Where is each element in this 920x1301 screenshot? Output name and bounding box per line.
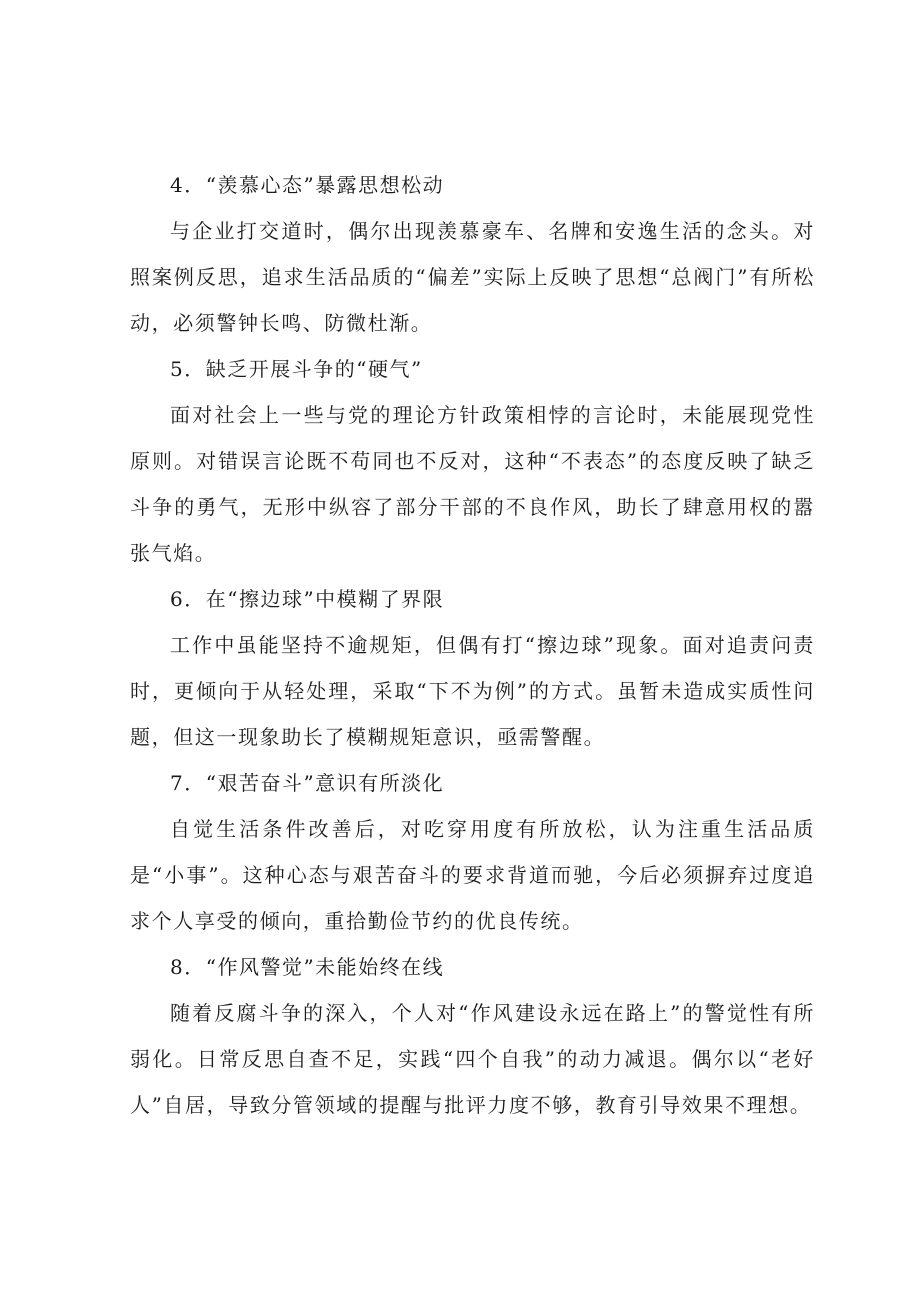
section-heading-8: 8．“作风警觉”未能始终在线	[170, 955, 445, 979]
section-body-7: 自觉生活条件改善后，对吃穿用度有所放松，认为注重生活品质是“小事”。这种心态与艰苦奋斗的要求背道而驰，今后必须摒弃过度追求个人享受的倾向，重拾勤俭节约的优良传统。	[130, 817, 815, 933]
section-body-5: 面对社会上一些与党的理论方针政策相悖的言论时，未能展现党性原则。对错误言论既不苟同也不反对，这种“不表态”的态度反映了缺乏斗争的勇气，无形中纵容了部分干部的不良作风，助长了肆意用权的嚣张气焰。	[130, 403, 815, 565]
section-heading-4: 4．“羡慕心态”暴露思想松动	[170, 173, 445, 197]
section-body-8: 随着反腐斗争的深入，个人对“作风建设永远在路上”的警觉性有所弱化。日常反思自查不足，实践“四个自我”的动力减退。偶尔以“老好人”自居，导致分管领域的提醒与批评力度不够，教育引导效果不理想。	[130, 1001, 815, 1117]
document-content	[130, 162, 815, 1128]
section-heading-7: 7．“艰苦奋斗”意识有所淡化	[170, 771, 445, 795]
section-body-6: 工作中虽能坚持不逾规矩，但偶有打“擦边球”现象。面对追责问责时，更倾向于从轻处理，采取“下不为例”的方式。虽暂未造成实质性问题，但这一现象助长了模糊规矩意识，亟需警醒。	[130, 633, 815, 749]
section-heading-6: 6．在“擦边球”中模糊了界限	[170, 587, 445, 611]
section-heading-5: 5．缺乏开展斗争的“硬气”	[170, 357, 423, 381]
section-body-4: 与企业打交道时，偶尔出现羡慕豪车、名牌和安逸生活的念头。对照案例反思，追求生活品质的“偏差”实际上反映了思想“总阀门”有所松动，必须警钟长鸣、防微杜渐。	[130, 219, 815, 335]
